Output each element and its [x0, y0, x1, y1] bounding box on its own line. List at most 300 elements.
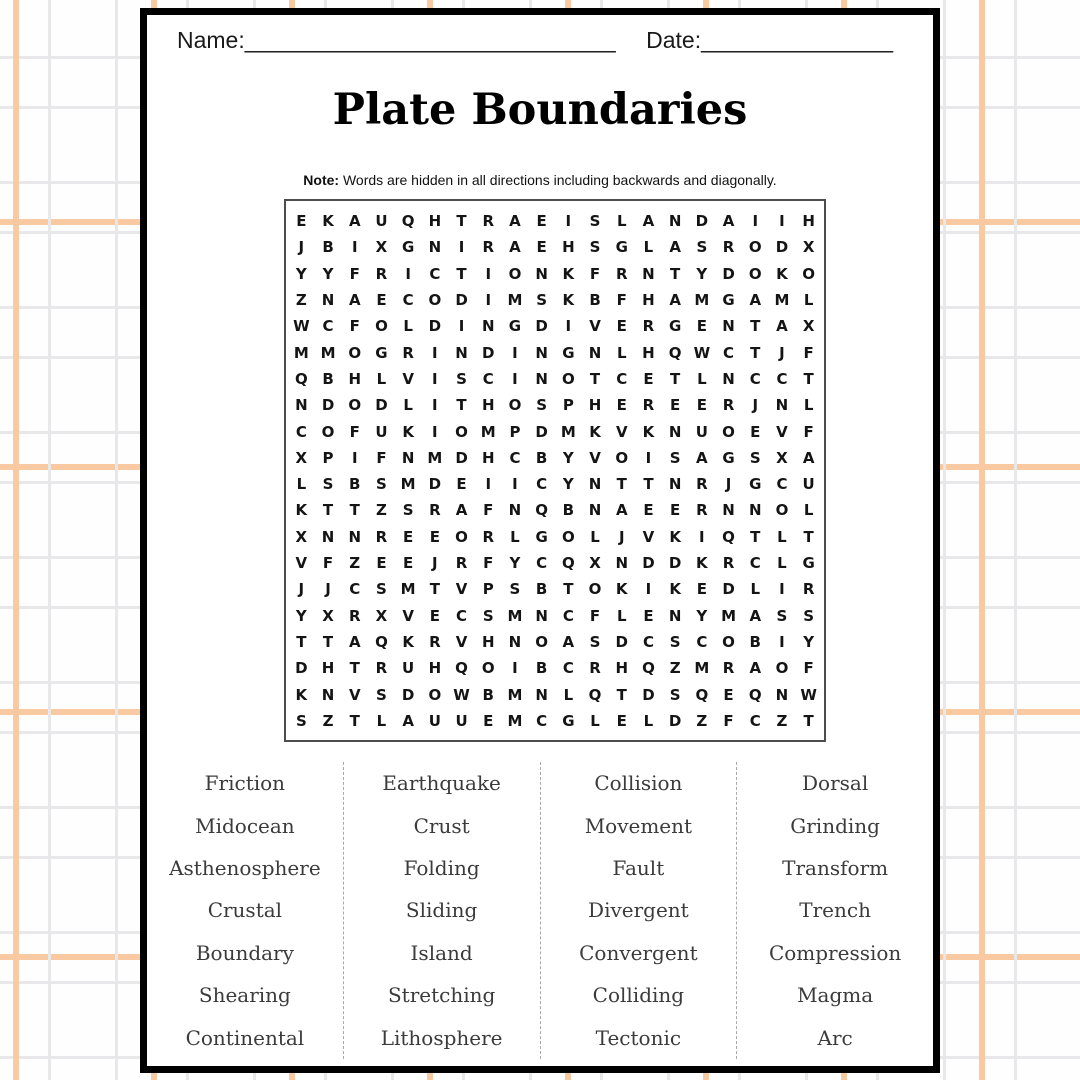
grid-cell: Q [748, 685, 762, 704]
grid-cell: C [429, 264, 441, 283]
grid-cell: I [779, 212, 785, 231]
grid-cell: T [349, 659, 360, 678]
grid-cell: T [296, 632, 307, 651]
grid-cell: L [750, 580, 761, 599]
grid-cell: I [432, 343, 438, 362]
grid-cell: C [349, 580, 361, 599]
grid-cell: D [455, 291, 468, 310]
grid-cell: C [536, 711, 548, 730]
grid-cell: T [670, 369, 681, 388]
grid-cell: E [616, 396, 627, 415]
grid-cell: O [775, 659, 789, 678]
grid-cell: C [482, 369, 494, 388]
grid-cell: X [375, 238, 388, 257]
grid-cell: C [616, 369, 628, 388]
grid-cell: U [402, 659, 415, 678]
grid-cell: H [428, 212, 442, 231]
grid-cell: A [749, 659, 762, 678]
grid-cell: V [776, 422, 788, 441]
grid-cell: D [428, 317, 442, 336]
grid-cell: Z [295, 291, 307, 310]
grid-cell: T [349, 711, 360, 730]
grid-cell: F [803, 343, 814, 362]
grid-cell: E [643, 501, 654, 520]
grid-cell: C [402, 291, 414, 310]
grid-cell: I [752, 212, 759, 231]
grid-cell: S [669, 448, 681, 467]
grid-cell: R [482, 527, 495, 546]
grid-cell: Q [668, 343, 682, 362]
grid-cell: R [375, 264, 388, 283]
word-list-column [540, 762, 737, 1059]
grid-cell: O [455, 527, 468, 546]
word-list-item: Divergent [588, 898, 689, 923]
grid-cell: Z [322, 711, 334, 730]
grid-cell: G [401, 238, 415, 257]
grid-cell: N [321, 291, 335, 310]
grid-cell: O [748, 264, 762, 283]
grid-cell: N [401, 448, 415, 467]
grid-cell: W [800, 685, 817, 704]
grid-cell: A [455, 501, 468, 520]
grid-cell: R [375, 659, 388, 678]
grid-cell: K [295, 685, 308, 704]
grid-cell: Y [322, 264, 334, 283]
grid-cell: A [402, 711, 414, 730]
grid-cell: L [376, 711, 387, 730]
grid-cell: D [321, 396, 335, 415]
grid-cell: I [645, 580, 652, 599]
grid-cell: N [775, 396, 789, 415]
grid-cell: N [615, 554, 629, 573]
grid-cell: B [535, 448, 548, 467]
grid-cell: Z [349, 554, 361, 573]
grid-cell: Q [375, 632, 388, 651]
grid-cell: L [643, 238, 654, 257]
grid-cell: E [483, 711, 494, 730]
grid-cell: A [749, 291, 762, 310]
grid-cell: Q [695, 685, 709, 704]
grid-cell: H [802, 212, 815, 231]
grid-cell: R [696, 475, 708, 494]
grid-cell: F [616, 291, 627, 310]
grid-cell: D [455, 448, 468, 467]
grid-cell: S [322, 475, 334, 494]
grid-cell: F [483, 501, 494, 520]
grid-cell: H [481, 632, 495, 651]
grid-cell: O [455, 422, 468, 441]
grid-cell: K [295, 501, 308, 520]
word-list-item: Fault [612, 855, 665, 880]
grid-cell: T [456, 396, 467, 415]
grid-cell: G [562, 711, 575, 730]
grid-cell: I [512, 659, 518, 678]
grid-cell: I [458, 238, 465, 257]
grid-cell: N [722, 369, 735, 388]
word-list-item: Crustal [207, 898, 283, 923]
grid-cell: N [321, 685, 335, 704]
grid-cell: O [561, 527, 575, 546]
grid-cell: R [455, 554, 468, 573]
word-list-column [343, 762, 540, 1059]
grid-cell: I [485, 291, 492, 310]
grid-cell: P [482, 580, 494, 599]
grid-cell: Q [588, 685, 602, 704]
grid-cell: V [455, 632, 468, 651]
grid-cell: T [456, 264, 467, 283]
grid-cell: S [536, 291, 548, 310]
grid-cell: E [750, 422, 761, 441]
grid-cell: T [803, 369, 814, 388]
grid-cell: A [509, 238, 521, 257]
grid-cell: L [563, 685, 574, 704]
grid-cell: L [777, 527, 787, 546]
grid-cell: B [749, 632, 761, 651]
grid-cell: E [536, 212, 547, 231]
grid-cell: S [376, 685, 387, 704]
word-list [147, 762, 933, 1059]
grid-cell: Y [562, 448, 574, 467]
grid-cell: A [669, 238, 681, 257]
grid-cell: U [375, 212, 388, 231]
grid-cell: L [590, 711, 600, 730]
grid-cell: R [482, 212, 495, 231]
grid-cell: I [565, 317, 572, 336]
grid-cell: O [428, 291, 442, 310]
word-list-item: Shearing [198, 983, 291, 1008]
grid-cell: L [643, 711, 654, 730]
grid-cell: R [482, 238, 495, 257]
grid-cell: F [349, 264, 360, 283]
grid-cell: T [670, 264, 681, 283]
grid-cell: U [375, 422, 388, 441]
grid-cell: D [482, 343, 495, 362]
grid-cell: I [485, 475, 492, 494]
grid-cell: V [402, 369, 414, 388]
grid-cell: M [480, 422, 496, 441]
grid-cell: J [752, 396, 759, 415]
grid-cell: N [535, 606, 548, 625]
grid-cell: A [348, 212, 361, 231]
grid-cell: V [455, 580, 468, 599]
grid-cell: V [348, 685, 361, 704]
grid-cell: D [535, 422, 548, 441]
grid-cell: S [376, 580, 387, 599]
grid-cell: I [458, 317, 465, 336]
grid-cell: M [560, 422, 576, 441]
grid-cell: D [775, 238, 789, 257]
grid-cell: N [535, 343, 548, 362]
grid-cell: S [776, 606, 788, 625]
grid-cell: N [668, 475, 682, 494]
grid-cell: S [589, 212, 601, 231]
grid-cell: N [535, 369, 548, 388]
grid-cell: N [722, 501, 735, 520]
grid-cell: N [748, 501, 762, 520]
grid-cell: J [432, 554, 438, 573]
word-list-item: Sliding [405, 898, 478, 923]
grid-cell: R [722, 396, 735, 415]
word-list-item: Compression [768, 940, 902, 965]
grid-cell: C [536, 554, 548, 573]
grid-cell: F [589, 606, 601, 625]
grid-cell: G [668, 317, 682, 336]
grid-cell: N [668, 606, 682, 625]
grid-cell: S [456, 369, 467, 388]
grid-cell: G [535, 527, 548, 546]
grid-cell: S [749, 448, 761, 467]
grid-cell: O [561, 369, 575, 388]
grid-cell: E [696, 396, 707, 415]
word-list-item: Collision [594, 771, 683, 796]
grid-cell: O [481, 659, 495, 678]
grid-cell: S [376, 475, 387, 494]
grid-cell: O [348, 343, 362, 362]
grid-cell: A [802, 448, 815, 467]
grid-cell: H [615, 659, 629, 678]
grid-cell: S [803, 606, 815, 625]
grid-cell: A [615, 501, 628, 520]
grid-cell: C [749, 554, 761, 573]
grid-cell: N [428, 238, 442, 257]
word-list-item: Crust [413, 813, 470, 838]
grid-cell: L [590, 527, 600, 546]
grid-cell: Y [696, 606, 708, 625]
grid-cell: N [588, 501, 602, 520]
grid-cell: U [695, 422, 708, 441]
grid-cell: M [427, 448, 443, 467]
header-row [177, 27, 893, 54]
grid-cell: T [616, 685, 627, 704]
grid-cell: X [802, 238, 815, 257]
grid-cell: I [699, 527, 705, 546]
grid-cell: A [722, 212, 735, 231]
grid-cell: R [642, 317, 655, 336]
grid-cell: S [696, 238, 708, 257]
grid-cell: O [508, 396, 522, 415]
grid-cell: X [589, 554, 601, 573]
grid-cell: N [321, 527, 335, 546]
grid-cell: M [293, 343, 309, 362]
grid-cell: S [589, 632, 601, 651]
grid-cell: D [428, 475, 442, 494]
grid-cell: J [298, 580, 305, 599]
grid-cell: N [668, 422, 682, 441]
grid-cell: N [642, 264, 655, 283]
grid-cell: R [802, 580, 815, 599]
grid-cell: R [375, 527, 388, 546]
grid-cell: L [616, 343, 627, 362]
worksheet-page [140, 8, 940, 1073]
grid-cell: E [429, 606, 440, 625]
grid-cell: K [402, 422, 414, 441]
grid-cell: D [401, 685, 415, 704]
grid-cell: X [375, 606, 388, 625]
grid-cell: L [803, 501, 814, 520]
grid-cell: A [696, 448, 708, 467]
grid-cell: D [668, 711, 682, 730]
grid-cell: V [295, 554, 308, 573]
grid-cell: I [405, 264, 411, 283]
grid-cell: T [456, 212, 467, 231]
grid-cell: M [507, 291, 523, 310]
grid-cell: A [749, 606, 762, 625]
grid-cell: A [642, 212, 655, 231]
grid-cell: K [669, 527, 681, 546]
grid-cell: O [775, 501, 789, 520]
grid-cell: L [616, 606, 627, 625]
grid-cell: J [618, 527, 625, 546]
grid-cell: Z [776, 711, 788, 730]
grid-cell: U [428, 711, 441, 730]
grid-cell: A [509, 212, 521, 231]
grid-cell: E [536, 238, 547, 257]
grid-cell: E [616, 711, 627, 730]
grid-cell: C [696, 632, 708, 651]
grid-cell: C [749, 369, 761, 388]
grid-cell: O [615, 448, 629, 467]
grid-cell: O [321, 422, 335, 441]
grid-cell: E [403, 527, 414, 546]
grid-cell: T [750, 317, 761, 336]
grid-cell: Q [455, 659, 468, 678]
word-list-item: Arc [817, 1025, 853, 1050]
word-list-item: Folding [403, 855, 480, 880]
grid-cell: Y [696, 264, 708, 283]
grid-cell: N [775, 685, 789, 704]
note-line [147, 172, 933, 188]
grid-cell: R [722, 659, 735, 678]
grid-cell: Y [803, 632, 815, 651]
grid-cell: A [776, 317, 788, 336]
grid-cell: N [588, 343, 602, 362]
grid-cell: T [616, 475, 627, 494]
grid-cell: H [642, 291, 655, 310]
word-list-item: Colliding [592, 983, 685, 1008]
name-blank-line: _____________________________ [244, 27, 616, 53]
grid-cell: G [802, 554, 815, 573]
grid-cell: I [351, 238, 358, 257]
word-list-column [147, 762, 343, 1059]
grid-cell: M [694, 659, 710, 678]
grid-cell: X [776, 448, 788, 467]
grid-cell: Q [561, 554, 575, 573]
grid-cell: O [348, 396, 362, 415]
grid-cell: L [403, 396, 413, 415]
grid-cell: S [402, 501, 414, 520]
grid-cell: E [670, 501, 681, 520]
grid-cell: E [670, 396, 681, 415]
grid-cell: T [563, 580, 574, 599]
grid-cell: I [512, 343, 518, 362]
grid-cell: Z [669, 659, 681, 678]
grid-cell: A [562, 632, 575, 651]
note-text: Words are hidden in all directions including backwards and diagonally. [339, 172, 777, 188]
grid-cell: T [803, 711, 814, 730]
grid-cell: I [432, 396, 438, 415]
date-label: Date: [646, 27, 702, 53]
grid-cell: X [295, 527, 308, 546]
grid-cell: H [428, 659, 442, 678]
grid-cell: R [589, 659, 601, 678]
grid-cell: C [776, 475, 788, 494]
grid-cell: L [403, 317, 413, 336]
word-list-item: Convergent [579, 940, 698, 965]
word-list-item: Asthenosphere [169, 855, 321, 880]
word-list-item: Boundary [195, 940, 294, 965]
grid-cell: Y [295, 264, 307, 283]
grid-cell: X [322, 606, 334, 625]
word-list-item: Continental [185, 1025, 305, 1050]
grid-cell: H [642, 343, 655, 362]
grid-cell: F [349, 317, 360, 336]
grid-cell: R [722, 554, 735, 573]
word-list-item: Movement [584, 813, 693, 838]
grid-cell: E [643, 369, 654, 388]
grid-cell: I [512, 369, 518, 388]
grid-cell: O [508, 264, 522, 283]
grid-cell: H [348, 369, 362, 388]
grid-cell: G [375, 343, 388, 362]
grid-cell: L [803, 291, 814, 310]
grid-cell: I [779, 580, 785, 599]
grid-cell: D [642, 685, 655, 704]
grid-cell: S [482, 606, 494, 625]
grid-cell: C [509, 448, 521, 467]
grid-cell: O [748, 238, 762, 257]
grid-cell: F [803, 659, 814, 678]
grid-cell: D [375, 396, 388, 415]
grid-cell: R [696, 501, 708, 520]
grid-cell: B [562, 501, 575, 520]
grid-cell: D [722, 580, 735, 599]
grid-cell: S [536, 396, 548, 415]
grid-cell: D [642, 554, 655, 573]
grid-cell: D [535, 317, 548, 336]
grid-cell: F [349, 422, 360, 441]
word-list-item: Tectonic [595, 1025, 682, 1050]
grid-cell: G [722, 448, 735, 467]
word-list-item: Magma [797, 983, 874, 1008]
page-title: Plate Boundaries [332, 85, 748, 135]
grid-cell: D [695, 212, 709, 231]
grid-cell: K [642, 422, 655, 441]
grid-cell: R [642, 396, 655, 415]
grid-cell: B [589, 291, 601, 310]
grid-cell: Y [295, 606, 307, 625]
grid-cell: D [615, 632, 628, 651]
grid-cell: H [588, 396, 602, 415]
grid-cell: L [777, 554, 787, 573]
grid-cell: H [562, 238, 575, 257]
grid-cell: D [668, 554, 682, 573]
grid-cell: B [349, 475, 361, 494]
grid-cell: O [535, 632, 549, 651]
date-blank-line: _______________ [701, 27, 893, 53]
grid-cell: Y [562, 475, 574, 494]
word-list-item: Grinding [790, 813, 880, 838]
grid-cell: N [508, 501, 522, 520]
grid-cell: P [509, 422, 521, 441]
word-list-item: Dorsal [802, 771, 869, 796]
grid-cell: E [376, 291, 387, 310]
grid-cell: L [616, 212, 627, 231]
grid-cell: R [615, 264, 628, 283]
word-search-grid [288, 208, 822, 734]
grid-cell: J [298, 238, 305, 257]
grid-cell: Q [535, 501, 549, 520]
word-list-column [736, 762, 933, 1059]
